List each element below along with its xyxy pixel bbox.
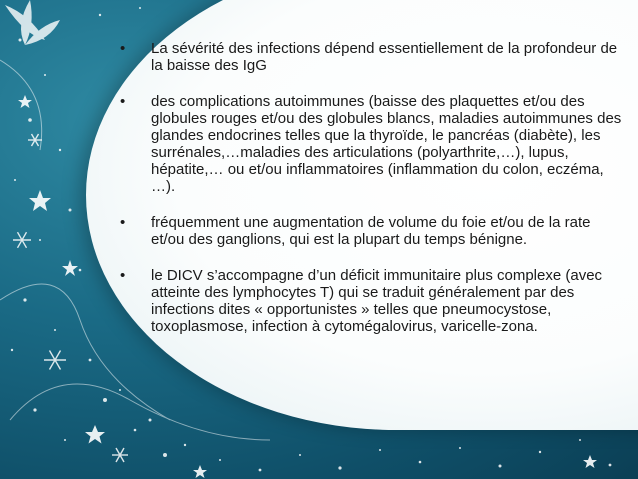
bullet-marker: • <box>120 40 126 57</box>
list-item <box>118 93 623 195</box>
bullet-text: La sévérité des infections dépend essentiellement de la profondeur de la baisse des IgG <box>151 40 618 74</box>
bullet-text: fréquemment une augmentation de volume du foie et/ou de la rate et/ou des ganglions, qui est la plupart du temps bénigne. <box>151 214 591 248</box>
bullet-marker: • <box>120 93 126 110</box>
bullet-marker: • <box>120 214 126 231</box>
bullet-list <box>118 40 623 354</box>
bullet-text: le DICV s’accompagne d’un déficit immunitaire plus complexe (avec atteinte des lymphocytes T) qui se traduit généralement par des infections dites « opportunistes » telles que pneumocystose, toxoplasmose, infection à cytomégalovirus, varicelle-zona. <box>151 267 603 335</box>
bullet-marker: • <box>120 267 126 284</box>
holly-leaf-icon <box>5 0 60 45</box>
list-item <box>118 40 623 74</box>
bullet-text: des complications autoimmunes (baisse des plaquettes et/ou des globules rouges et/ou des globules blancs, maladies autoimmunes des glandes endocrines telles que la thyroïde, le pancréas (diabète), les surrénales,…maladies des articulations (polyarthrite,…), lupus, hépatite,… ou et/ou inflammatoires (inflammation du colon, eczéma, …). <box>151 93 622 195</box>
list-item <box>118 267 623 335</box>
list-item <box>118 214 623 248</box>
